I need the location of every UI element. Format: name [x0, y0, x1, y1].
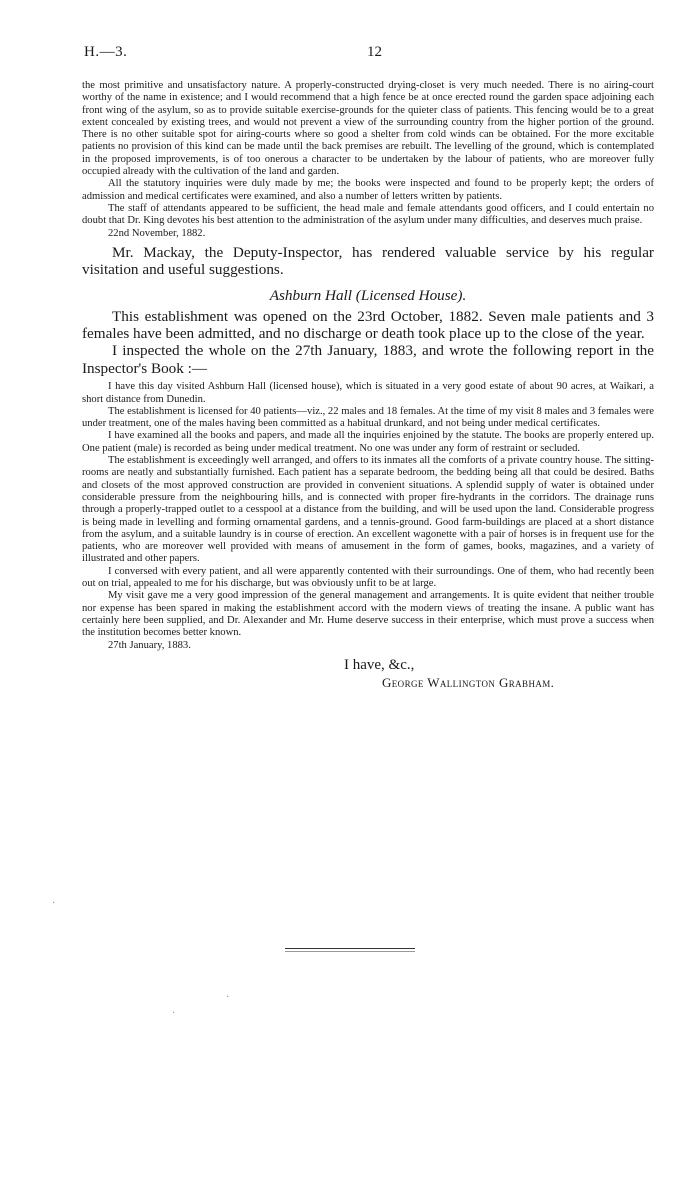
signoff-greeting: I have, &c.,: [344, 656, 415, 673]
report-paragraph: The establishment is licensed for 40 patients—viz., 22 males and 18 females. At the time of my visit 8 males and 3 females were under treatment, one of the males having been committed as a habitual drunkard, and not being under medical certificates.: [82, 405, 654, 430]
page-body: [82, 80, 654, 692]
paragraph: the most primitive and unsatisfactory nature. A properly-constructed drying-closet is very much needed. There is no airing-court worthy of the name in existence; and I would recommend that a high fence be at once erected round the garden space adjoining each front wing of the asylum, so as to provide suitable exercise-grounds for the quieter class of patients. This fencing would be to a great extent concealed by existing trees, and would not prevent a view of the surrounding country from the higher portion of the ground. There is no other suitable spot for airing-courts where so good a shelter from cold winds can be obtained. For the more excitable patients no provision of this kind can be made until the back premises are rebuilt. The levelling of the ground, which is contemplated in the proposed improvements, is of too onerous a character to be undertaken by the labour of patients, who are moreover fully occupied already with the cultivation of the land and garden.: [82, 80, 654, 178]
closing-rule: [285, 948, 415, 949]
scan-speck: ·: [226, 992, 230, 1003]
report-paragraph: My visit gave me a very good impression of the general management and arrangements. It is quite evident that neither trouble nor expense has been spared in making the establishment accord with the modern views of treating the insane. A public want has certainly here been supplied, and Dr. Alexander and Mr. Hume deserve success in their enterprise, which must prove a success when the institution becomes better known.: [82, 590, 654, 639]
report-paragraph: I have examined all the books and papers, and made all the inquiries enjoined by the statute. The books are properly entered up. One patient (male) is recorded as being under medical treatment. No one was under any form of restraint or secluded.: [82, 430, 654, 454]
mackay-paragraph: Mr. Mackay, the Deputy-Inspector, has rendered valuable service by his regular visitation and useful suggestions.: [82, 243, 654, 279]
section-heading: Ashburn Hall (Licensed House).: [269, 286, 467, 304]
date-line: 27th January, 1883.: [108, 639, 191, 651]
signoff: [82, 656, 654, 692]
signature-name: George Wallington Grabham.: [382, 674, 555, 690]
report-paragraph: I conversed with every patient, and all were apparently contented with their surroundings. One of them, who had recently been out on trial, appealed to me for his discharge, but was obviously unfit to be at large.: [82, 565, 654, 590]
date-line: 22nd November, 1882.: [108, 227, 206, 239]
paragraph: The staff of attendants appeared to be sufficient, the head male and female attendants good officers, and I could entertain no doubt that Dr. King devotes his best attention to the administration of the asylum under many difficulties, and deserves much praise.: [82, 202, 654, 227]
scan-speck: ·: [172, 1008, 176, 1019]
report-paragraph: The establishment is exceedingly well arranged, and offers to its inmates all the comforts of a private country house. The sitting-rooms are neatly and substantially furnished. Each patient has a separate bedroom, the bedding being all that could be desired. Baths and closets of the most approved construction are provided in convenient situations. A splendid supply of water is obtained under considerable pressure from the neighbouring hills, and is connected with proper fire-hydrants in the corridors. The drainage runs through a properly-trapped outlet to a cesspool at a distance from the building, and will be used upon the land. Considerable progress is being made in levelling and forming ornamental gardens, and a tennis-ground. Good farm-buildings are placed at a short distance from the asylum, and a suitable laundry is in course of erection. An excellent wagonette with a pair of horses is in frequent use for the patients, who are moreover well provided with means of amusement in the form of games, books, magazines, and a variety of illustrated and other papers.: [82, 455, 654, 565]
closing-rule-thin: [285, 951, 415, 952]
document-reference: H.—3.: [84, 44, 128, 60]
document-page: [82, 44, 654, 692]
report-paragraph: I have this day visited Ashburn Hall (licensed house), which is situated in a very good estate of about 90 acres, at Waikari, a short distance from Dunedin.: [82, 381, 654, 405]
large-paragraph: This establishment was opened on the 23rd October, 1882. Seven male patients and 3 females have been admitted, and no discharge or death took place up to the close of the year.: [82, 307, 654, 343]
large-paragraph: I inspected the whole on the 27th January, 1883, and wrote the following report in the Inspector's Book :—: [82, 342, 654, 377]
scan-speck: ·: [52, 898, 56, 909]
page-number: 12: [367, 44, 382, 60]
page-header: [82, 44, 654, 66]
paragraph: All the statutory inquiries were duly made by me; the books were inspected and found to be properly kept; the orders of admission and medical certificates were examined, and also a number of letters written by patients.: [82, 178, 654, 202]
